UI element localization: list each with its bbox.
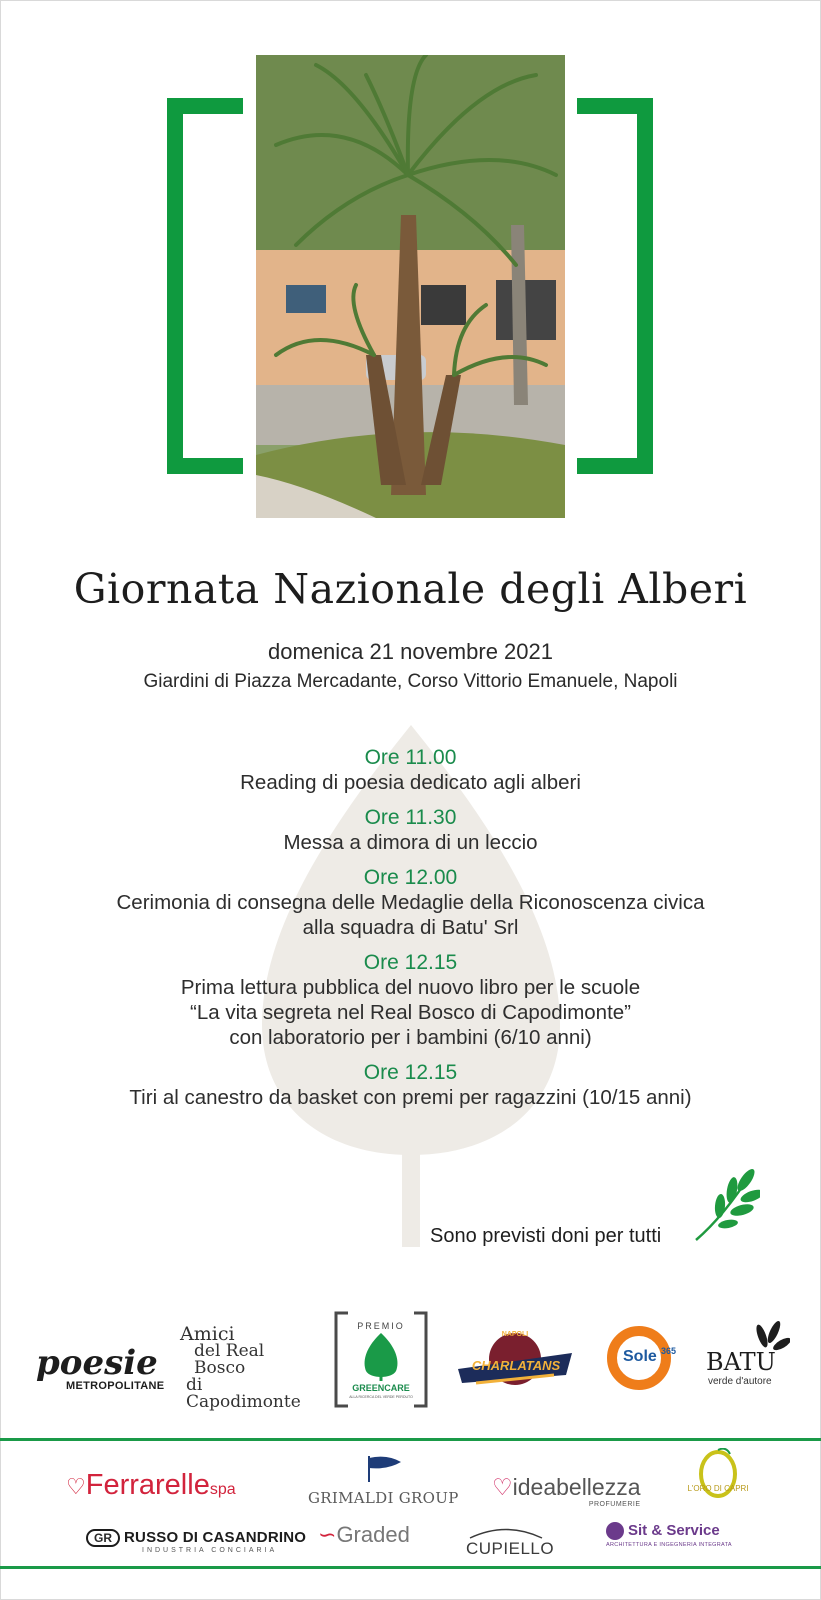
ferrarelle-suffix: spa	[209, 1481, 236, 1498]
oro-di-capri-logo	[678, 1448, 758, 1514]
premio-name: GREENCARE	[352, 1383, 410, 1393]
ideabellezza-heart-icon: ♡	[492, 1474, 513, 1500]
schedule-description: Cerimonia di consegna delle Medaglie della Riconoscenza civica alla squadra di Batu' Srl	[116, 891, 705, 939]
ferrarelle-mark-icon: ♡	[66, 1474, 86, 1499]
schedule-time: Ore 12.00	[363, 866, 458, 889]
cupiello-arc-icon	[466, 1525, 546, 1539]
premio-greencare-logo	[334, 1311, 428, 1408]
batu-name: BATU	[706, 1348, 776, 1376]
batu-logo	[706, 1318, 790, 1390]
gifts-note: Sono previsti doni per tutti	[430, 1225, 662, 1247]
charlatans-city: NAPOLI	[501, 1331, 529, 1338]
schedule-time: Ore 12.15	[363, 951, 458, 974]
olive-branch-icon	[694, 1166, 760, 1242]
graded-logo	[318, 1522, 410, 1548]
schedule-item	[60, 1060, 761, 1110]
sole-num: 365	[661, 1346, 677, 1356]
russo-casandrino-logo	[86, 1529, 306, 1554]
right-bracket	[577, 98, 653, 474]
premio-top: PREMIO	[357, 1321, 405, 1331]
schedule-item	[60, 805, 761, 855]
palm-tree-photo	[256, 55, 565, 518]
russo-sub: INDUSTRIA CONCIARIA	[142, 1547, 278, 1554]
schedule-description: Prima lettura pubblica del nuovo libro per le scuole “La vita segreta nel Real Bosco di Capodimonte” con laboratorio per i bambini (6/10 anni)	[180, 976, 641, 1049]
schedule-list	[60, 745, 761, 1120]
ideabellezza-logo	[492, 1474, 641, 1508]
russo-name: RUSSO DI CASANDRINO	[124, 1529, 307, 1546]
cupiello-logo	[466, 1525, 554, 1559]
ferrarelle-name: Ferrarelle	[85, 1469, 210, 1501]
cupiello-name: CUPIELLO	[466, 1539, 555, 1558]
oro-name: L'ORO DI CAPRI	[687, 1484, 749, 1493]
schedule-description: Reading di poesia dedicato agli alberi	[240, 771, 581, 794]
charlatans-logo	[456, 1325, 574, 1397]
poesie-word: poesie	[36, 1343, 158, 1383]
sponsor-divider-top	[0, 1438, 821, 1441]
ideabellezza-name: ideabellezza	[512, 1474, 641, 1500]
left-bracket	[167, 98, 243, 474]
grimaldi-flag-icon	[361, 1454, 405, 1484]
ferrarelle-logo	[66, 1469, 236, 1502]
graded-mark-icon: ∽	[318, 1522, 337, 1547]
amici-line1: Amici	[180, 1323, 235, 1345]
schedule-description: Messa a dimora di un leccio	[283, 831, 538, 854]
batu-sub: verde d'autore	[708, 1376, 772, 1387]
schedule-time: Ore 11.30	[364, 806, 457, 829]
schedule-time: Ore 12.15	[363, 1061, 458, 1084]
russo-gr-icon: GR	[86, 1529, 120, 1547]
sit-name: Sit & Service	[628, 1522, 720, 1540]
sit-globe-icon	[606, 1522, 624, 1540]
sit-service-logo	[606, 1522, 732, 1548]
sponsor-divider-bottom	[0, 1566, 821, 1569]
ideabellezza-sub: PROFUMERIE	[588, 1501, 641, 1508]
event-title: Giornata Nazionale degli Alberi	[73, 565, 748, 613]
poesie-sub: METROPOLITANE	[66, 1380, 165, 1392]
charlatans-name: CHARLATANS	[471, 1358, 561, 1373]
schedule-item	[60, 950, 761, 1050]
schedule-description: Tiri al canestro da basket con premi per ragazzini (10/15 anni)	[129, 1086, 692, 1109]
schedule-time: Ore 11.00	[364, 746, 457, 769]
schedule-item	[60, 865, 761, 940]
sole-name: Sole	[623, 1348, 657, 1365]
event-date: domenica 21 novembre 2021	[268, 639, 553, 664]
graded-name: Graded	[336, 1522, 410, 1547]
event-location: Giardini di Piazza Mercadante, Corso Vittorio Emanuele, Napoli	[143, 671, 678, 692]
amici-line2: del Real Bosco	[194, 1341, 265, 1378]
amici-real-bosco-logo	[180, 1323, 304, 1412]
schedule-item	[60, 745, 761, 795]
grimaldi-name: GRIMALDI GROUP	[308, 1489, 459, 1507]
poesie-metropolitane-logo	[36, 1343, 165, 1392]
sole365-logo	[604, 1323, 682, 1393]
amici-line3: di Capodimonte	[186, 1375, 301, 1412]
sit-sub: ARCHITETTURA E INGEGNERIA INTEGRATA	[606, 1542, 732, 1549]
premio-sub: ALLA RICERCA DEL VERDE PERDUTO	[349, 1395, 413, 1399]
grimaldi-group-logo	[308, 1454, 458, 1507]
